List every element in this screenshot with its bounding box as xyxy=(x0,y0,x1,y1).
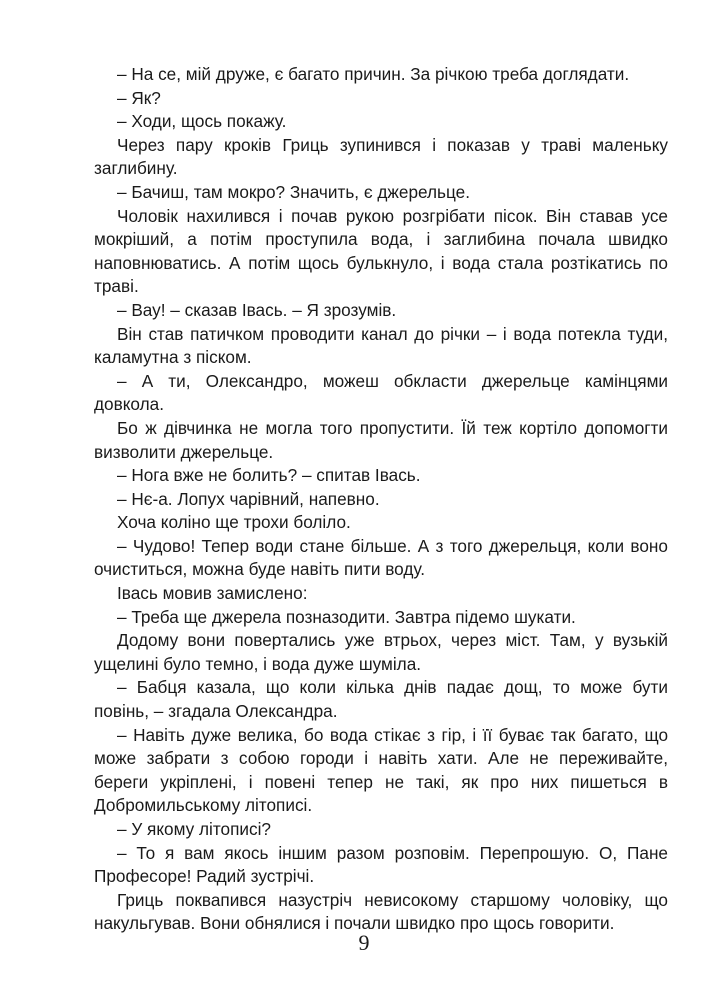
paragraph: – Треба ще джерела позназодити. Завтра підемо шукати. xyxy=(117,606,576,627)
page-number: 9 xyxy=(358,930,370,955)
paragraph: – Нє-а. Лопух чарівний, напевно. xyxy=(117,488,380,509)
paragraph: – У якому літописі? xyxy=(117,819,271,839)
paragraph: – Ходи, щось покажу. xyxy=(117,111,287,132)
paragraph: Івась мовив замислено: xyxy=(117,583,308,604)
paragraph: – Вау! – сказав Івась. – Я зрозумів. xyxy=(117,299,397,320)
paragraph: – А ти, Олександро, можеш обкласти джерельце камінцями довкола. xyxy=(94,370,668,415)
paragraph: – Як? xyxy=(117,87,161,108)
paragraph: – Навіть дуже велика, бо вода стікає з гір, і її буває так багато, що може забрати з собою городи і навіть хати. Але не переживайте, береги укріплені, і повені тепер не такі, як про них пишеться в Добромильському літописі. xyxy=(94,724,668,816)
paragraph: – На се, мій друже, є багато причин. За річкою треба доглядати. xyxy=(117,64,630,84)
paragraph: Гриць поквапився назустріч невисокому старшому чоловіку, що накульгував. Вони обнялися і почали швидко про щось говорити. xyxy=(94,889,668,934)
page-text xyxy=(94,63,668,936)
paragraph: Додому вони повертались уже втрьох, через міст. Там, у вузькій ущелині було темно, і вода дуже шуміла. xyxy=(94,630,668,674)
paragraph: Він став патичком проводити канал до річки – і вода потекла туди, каламутна з піском. xyxy=(94,323,668,368)
paragraph: Чоловік нахилився і почав рукою розгрібати пісок. Він ставав усе мокріший, а потім проступила вода, і заглибина почала швидко наповнюватись. А потім щось булькнуло, і вода стала розтікатись по траві. xyxy=(94,205,668,297)
paragraph: – Нога вже не болить? – спитав Івась. xyxy=(117,465,421,486)
paragraph: Хоча коліно ще трохи боліло. xyxy=(117,512,351,533)
paragraph: – Бачиш, там мокро? Значить, є джерельце. xyxy=(117,181,470,202)
paragraph: Бо ж дівчинка не могла того пропустити. Їй теж кортіло допомогти визволити джерельце. xyxy=(94,417,668,462)
paragraph: – Бабця казала, що коли кілька днів падає дощ, то може бути повінь, – згадала Олександра. xyxy=(94,677,668,722)
paragraph: Через пару кроків Гриць зупинився і показав у траві маленьку заглибину. xyxy=(94,134,668,179)
paragraph: – Чудово! Тепер води стане більше. А з того джерельця, коли воно очиститься, можна буде навіть пити воду. xyxy=(94,535,668,580)
paragraph: – То я вам якось іншим разом розповім. Перепрошую. О, Пане Професоре! Радий зустрічі. xyxy=(94,842,668,887)
